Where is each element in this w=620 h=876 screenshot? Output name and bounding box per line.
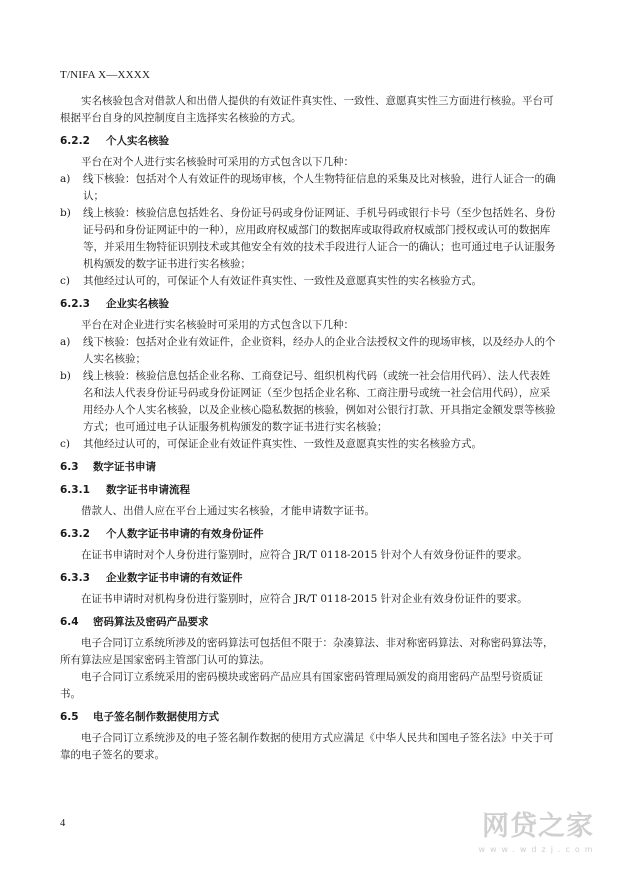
section-title: 数字证书申请 xyxy=(93,461,156,473)
section-6-3-2-body: 在证书申请时对个人身份进行鉴别时，应符合 JR/T 0118-2015 针对个人有效身份证件的要求。 xyxy=(81,549,528,561)
section-title: 个人数字证书申请的有效身份证件 xyxy=(106,528,264,540)
list-marker: b) xyxy=(60,207,71,219)
document-content xyxy=(60,93,560,764)
list-marker: a) xyxy=(60,336,71,348)
section-6-4-heading xyxy=(60,614,560,631)
list-item xyxy=(60,436,560,453)
section-6-2-2-lead: 平台在对个人进行实名核验时可采用的方式包含以下几种： xyxy=(81,156,354,168)
section-6-4-body-2: 电子合同订立系统采用的密码模块或密码产品应具有国家密码管理局颁发的商用密码产品型号资质证书。 xyxy=(60,671,543,700)
list-marker: c) xyxy=(60,275,70,287)
section-title: 数字证书申请流程 xyxy=(106,484,190,496)
watermark-text: 网贷之家 xyxy=(482,811,594,842)
section-number: 6.4 xyxy=(60,616,79,628)
section-6-3-1-body: 借款人、出借人应在平台上通过实名核验，才能申请数字证书。 xyxy=(81,505,375,517)
section-number: 6.3.2 xyxy=(60,528,90,540)
list-item xyxy=(60,368,560,436)
section-number: 6.3 xyxy=(60,461,79,473)
list-item-text: 线下核验：包括对个人有效证件的现场审核，个人生物特征信息的采集及比对核验，进行人证合一的确认； xyxy=(83,173,556,202)
list-marker: b) xyxy=(60,370,71,382)
section-6-2-3-heading xyxy=(60,296,560,313)
list-item xyxy=(60,334,560,368)
section-6-3-2-heading xyxy=(60,526,560,543)
section-number: 6.3.1 xyxy=(60,484,90,496)
section-6-3-3-body: 在证书申请时对机构身份进行鉴别时，应符合 JR/T 0118-2015 针对企业有效身份证件的要求。 xyxy=(81,593,528,605)
list-item-text: 线上核验：核验信息包括姓名、身份证号码或身份证网证、手机号码或银行卡号（至少包括姓名、身份证号码和身份证网证中的一种），应用政府权威部门的数据库或取得政府权威部门授权或认可的数据库等，并采用生物特征识别技术或其他安全有效的技术手段进行人证合一的确认；也可通过电子认证服务机构颁发的数字证书进行实名核验； xyxy=(83,207,556,270)
section-title: 密码算法及密码产品要求 xyxy=(93,616,209,628)
section-title: 电子签名制作数据使用方式 xyxy=(93,711,219,723)
list-item xyxy=(60,171,560,205)
section-6-5-heading xyxy=(60,709,560,726)
list-item-text: 其他经过认可的，可保证企业有效证件真实性、一致性及意愿真实性的实名核验方式。 xyxy=(83,438,482,450)
list-marker: a) xyxy=(60,173,71,185)
section-number: 6.2.2 xyxy=(60,135,90,147)
section-6-5-body: 电子合同订立系统涉及的电子签名制作数据的使用方式应满足《中华人民共和国电子签名法》中关于可靠的电子签名的要求。 xyxy=(60,732,554,761)
section-6-2-3-lead: 平台在对企业进行实名核验时可采用的方式包含以下几种： xyxy=(81,319,354,331)
list-item-text: 线下核验：包括对企业有效证件，企业资料，经办人的企业合法授权文件的现场审核，以及经办人的个人实名核验； xyxy=(83,336,556,365)
section-number: 6.2.3 xyxy=(60,298,90,310)
section-title: 企业数字证书申请的有效证件 xyxy=(106,572,243,584)
document-code-header: T/NIFA X—XXXX xyxy=(60,69,151,81)
list-marker: c) xyxy=(60,438,70,450)
section-number: 6.5 xyxy=(60,711,79,723)
section-number: 6.3.3 xyxy=(60,572,90,584)
section-6-3-heading xyxy=(60,459,560,476)
section-title: 企业实名核验 xyxy=(106,298,169,310)
list-item-text: 其他经过认可的，可保证个人有效证件真实性、一致性及意愿真实性的实名核验方式。 xyxy=(83,275,482,287)
intro-paragraph: 实名核验包含对借款人和出借人提供的有效证件真实性、一致性、意愿真实性三方面进行核验。平台可根据平台自身的风控制度自主选择实名核验的方式。 xyxy=(60,95,554,124)
section-6-3-3-heading xyxy=(60,570,560,587)
section-title: 个人实名核验 xyxy=(106,135,169,147)
list-item-text: 线上核验：核验信息包括企业名称、工商登记号、组织机构代码（或统一社会信用代码）、法人代表姓名和法人代表身份证号码或身份证网证（至少包括企业名称、工商注册号或统一社会信用代码），应采用经办人个人实名核验，以及企业核心隐私数据的核验，例如对公银行打款、开具指定金额发票等核验方式；也可通过电子认证服务机构颁发的数字证书进行实名核验； xyxy=(83,370,556,433)
site-watermark-logo xyxy=(478,810,598,862)
list-item xyxy=(60,205,560,273)
list-item xyxy=(60,273,560,290)
page-number: 4 xyxy=(60,818,66,829)
watermark-url: www.wdzj.com xyxy=(478,845,598,854)
section-6-3-1-heading xyxy=(60,482,560,499)
section-6-2-2-heading xyxy=(60,133,560,150)
section-6-4-body-1: 电子合同订立系统所涉及的密码算法可包括但不限于：杂凑算法、非对称密码算法、对称密码算法等，所有算法应是国家密码主管部门认可的算法。 xyxy=(60,637,554,666)
